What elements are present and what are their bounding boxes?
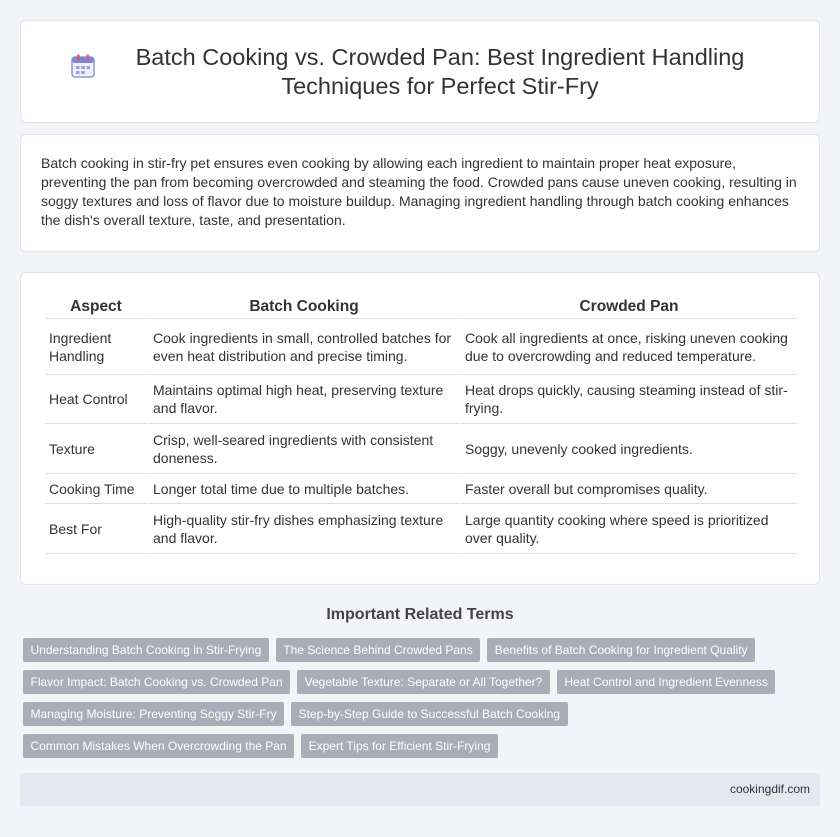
related-term-tag[interactable]: Flavor Impact: Batch Cooking vs. Crowded Pan (23, 670, 290, 694)
related-term-tag[interactable]: Understanding Batch Cooking in Stir-Frying (23, 638, 269, 662)
tag-row (23, 670, 823, 694)
aspect-cell: Heat Control (45, 375, 147, 424)
crowded-cell: Cook all ingredients at once, risking uneven cooking due to overcrowding and reduced temperature. (461, 319, 797, 375)
aspect-cell: Cooking Time (45, 474, 147, 504)
aspect-cell: Best For (45, 504, 147, 554)
batch-cell: High-quality stir-fry dishes emphasizing texture and flavor. (149, 504, 459, 554)
crowded-cell: Heat drops quickly, causing steaming instead of stir-frying. (461, 375, 797, 424)
header-aspect: Aspect (45, 295, 147, 319)
header-card (20, 20, 820, 123)
header-batch-cooking: Batch Cooking (149, 295, 459, 319)
batch-cell: Maintains optimal high heat, preserving texture and flavor. (149, 375, 459, 424)
comparison-card (20, 272, 820, 585)
aspect-cell: Texture (45, 424, 147, 474)
tag-row (23, 734, 823, 758)
table-row (45, 504, 797, 554)
site-name[interactable]: cookingdif.com (729, 782, 810, 796)
related-term-tag[interactable]: Managing Moisture: Preventing Soggy Stir-Fry (23, 702, 284, 726)
tag-row (23, 702, 823, 726)
table-row (45, 424, 797, 474)
batch-cell: Cook ingredients in small, controlled batches for even heat distribution and precise timing. (149, 319, 459, 375)
related-term-tag[interactable]: Benefits of Batch Cooking for Ingredient Quality (487, 638, 755, 662)
table-row (45, 319, 797, 375)
page-title: Batch Cooking vs. Crowded Pan: Best Ingredient Handling Techniques for Perfect Stir-Fry (135, 43, 745, 99)
batch-cell: Longer total time due to multiple batches. (149, 474, 459, 504)
title-wrap (70, 43, 770, 101)
tag-row (23, 638, 823, 662)
related-term-tag[interactable]: Expert Tips for Efficient Stir-Frying (301, 734, 498, 758)
crowded-cell: Large quantity cooking where speed is prioritized over quality. (461, 504, 797, 554)
intro-paragraph: Batch cooking in stir-fry pet ensures even cooking by allowing each ingredient to maintain proper heat exposure, preventing the pan from becoming overcrowded and steaming the food. Crowded pans cause uneven cooking, resulting in soggy textures and loss of flavor due to moisture buildup. Managing ingredient handling through batch cooking enhances the dish's overall texture, taste, and presentation. (41, 155, 797, 228)
table-header-row (45, 295, 797, 319)
related-terms-title: Important Related Terms (326, 606, 514, 623)
related-term-tag[interactable]: Vegetable Texture: Separate or All Together? (297, 670, 550, 694)
aspect-cell: Ingredient Handling (45, 319, 147, 375)
footer (20, 773, 820, 806)
intro-card (20, 134, 820, 252)
calendar-icon (70, 53, 96, 79)
related-terms-list (23, 638, 823, 766)
table-row (45, 375, 797, 424)
related-term-tag[interactable]: Heat Control and Ingredient Evenness (557, 670, 775, 694)
header-crowded-pan: Crowded Pan (461, 295, 797, 319)
related-term-tag[interactable]: The Science Behind Crowded Pans (276, 638, 480, 662)
table-row (45, 474, 797, 504)
batch-cell: Crisp, well-seared ingredients with consistent doneness. (149, 424, 459, 474)
crowded-cell: Faster overall but compromises quality. (461, 474, 797, 504)
related-term-tag[interactable]: Step-by-Step Guide to Successful Batch Cooking (291, 702, 567, 726)
comparison-table (43, 295, 799, 554)
related-term-tag[interactable]: Common Mistakes When Overcrowding the Pan (23, 734, 294, 758)
crowded-cell: Soggy, unevenly cooked ingredients. (461, 424, 797, 474)
